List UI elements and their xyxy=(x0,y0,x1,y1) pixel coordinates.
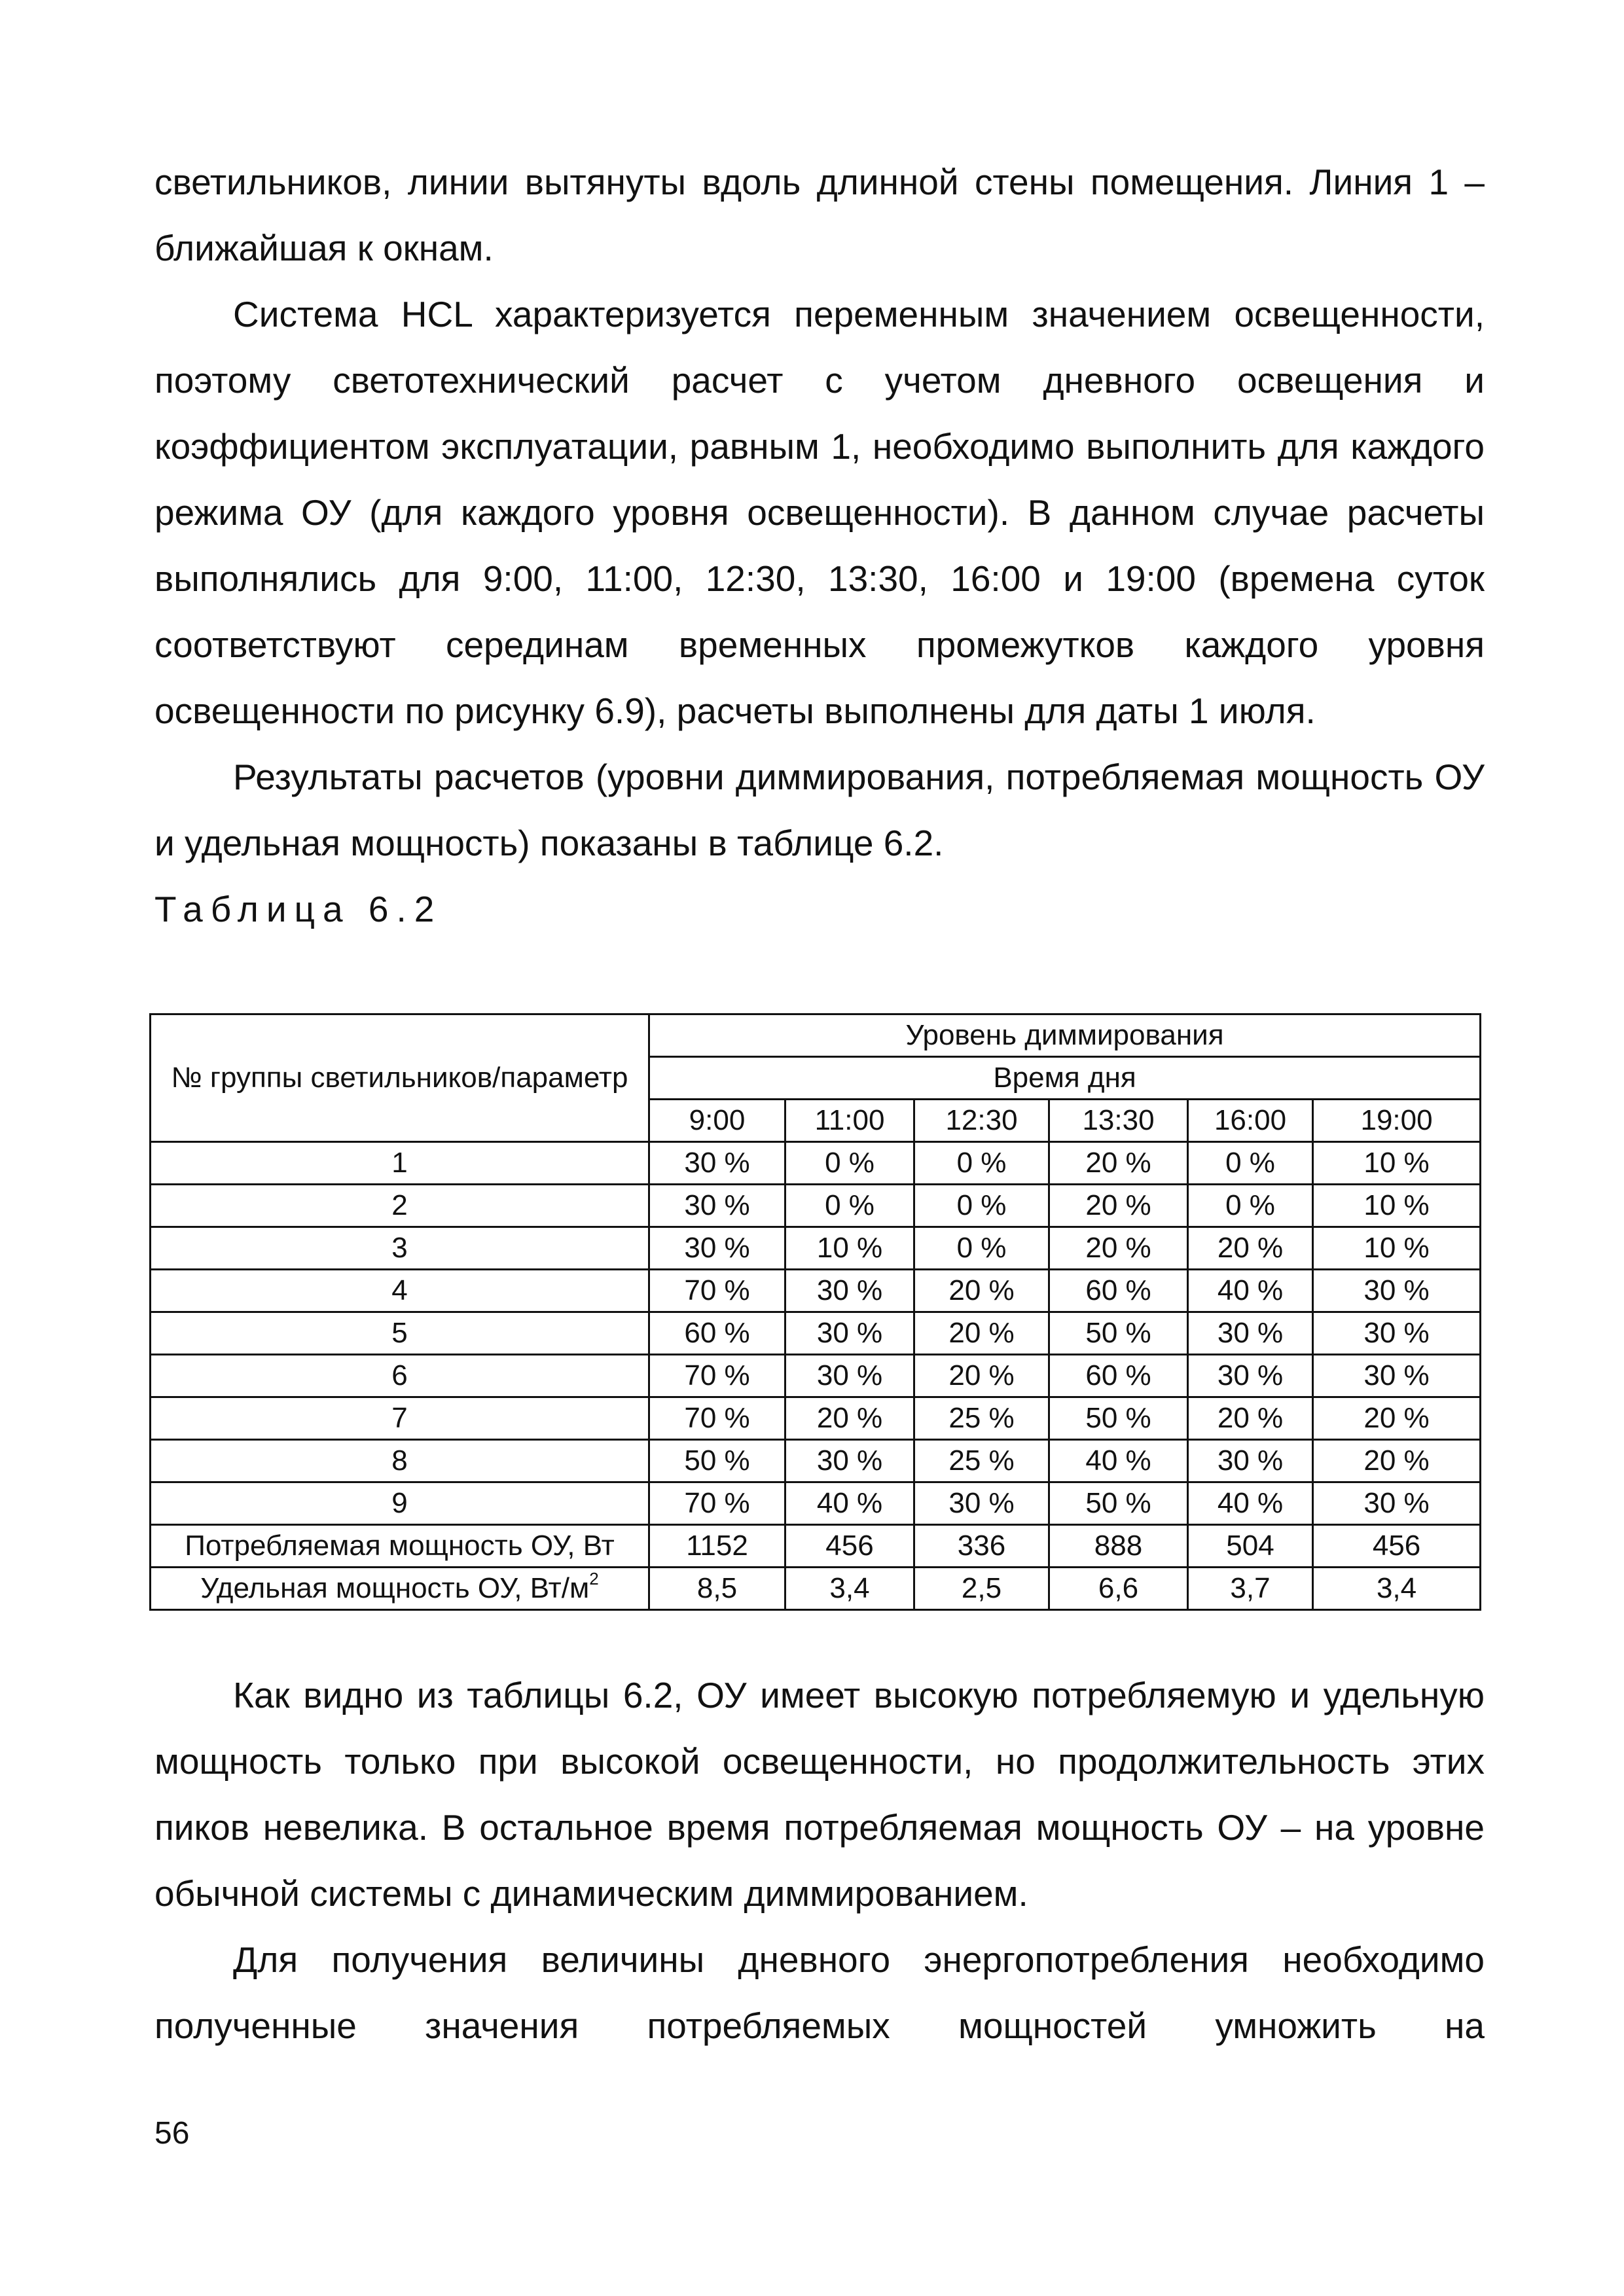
table-row xyxy=(151,1440,1481,1482)
value-cell: 30 % xyxy=(1313,1355,1481,1397)
dimming-header-cell: Уровень диммирования xyxy=(649,1014,1481,1057)
param-header-cell: № группы светильников/параметр xyxy=(151,1014,649,1142)
table-row-specific-power xyxy=(151,1568,1481,1610)
row-label-cell: 9 xyxy=(151,1482,649,1525)
row-label-cell: 5 xyxy=(151,1312,649,1355)
value-cell: 20 % xyxy=(1188,1227,1313,1270)
value-cell: 456 xyxy=(785,1525,914,1568)
value-cell: 10 % xyxy=(1313,1142,1481,1185)
value-cell: 40 % xyxy=(785,1482,914,1525)
value-cell: 60 % xyxy=(1049,1270,1188,1312)
time-cell: 12:30 xyxy=(914,1100,1049,1142)
value-cell: 0 % xyxy=(1188,1185,1313,1227)
value-cell: 20 % xyxy=(1049,1227,1188,1270)
value-cell: 30 % xyxy=(649,1142,785,1185)
paragraph-energy: Для получения величины дневного энергопотребления необходимо полученные значения потребляемых мощностей умножить на xyxy=(154,1939,1485,2046)
value-cell: 0 % xyxy=(914,1185,1049,1227)
value-cell: 50 % xyxy=(1049,1312,1188,1355)
value-cell: 30 % xyxy=(785,1312,914,1355)
value-cell: 10 % xyxy=(1313,1185,1481,1227)
value-cell: 40 % xyxy=(1188,1270,1313,1312)
row-label-cell: 8 xyxy=(151,1440,649,1482)
value-cell: 30 % xyxy=(1188,1355,1313,1397)
unit-exponent: 2 xyxy=(589,1569,599,1588)
time-header-cell: Время дня xyxy=(649,1057,1481,1100)
value-cell: 60 % xyxy=(649,1312,785,1355)
value-cell: 70 % xyxy=(649,1397,785,1440)
time-cell: 11:00 xyxy=(785,1100,914,1142)
value-cell: 30 % xyxy=(649,1185,785,1227)
value-cell: 3,4 xyxy=(1313,1568,1481,1610)
value-cell: 40 % xyxy=(1049,1440,1188,1482)
row-label-cell xyxy=(151,1568,649,1610)
value-cell: 20 % xyxy=(1049,1185,1188,1227)
time-cell: 16:00 xyxy=(1188,1100,1313,1142)
value-cell: 30 % xyxy=(785,1355,914,1397)
value-cell: 0 % xyxy=(785,1185,914,1227)
value-cell: 336 xyxy=(914,1525,1049,1568)
value-cell: 1152 xyxy=(649,1525,785,1568)
page-body-bottom xyxy=(154,1662,1485,2059)
row-label-cell: 2 xyxy=(151,1185,649,1227)
page-number: 56 xyxy=(154,2116,190,2151)
table-row xyxy=(151,1312,1481,1355)
value-cell: 20 % xyxy=(914,1270,1049,1312)
value-cell: 3,4 xyxy=(785,1568,914,1610)
time-cell: 13:30 xyxy=(1049,1100,1188,1142)
row-label-cell: 4 xyxy=(151,1270,649,1312)
value-cell: 10 % xyxy=(785,1227,914,1270)
table-row xyxy=(151,1482,1481,1525)
value-cell: 2,5 xyxy=(914,1568,1049,1610)
value-cell: 30 % xyxy=(1313,1312,1481,1355)
dimming-table xyxy=(149,1013,1481,1611)
value-cell: 20 % xyxy=(914,1312,1049,1355)
value-cell: 30 % xyxy=(785,1270,914,1312)
paragraph-intro: светильников, линии вытянуты вдоль длинной стены помещения. Линия 1 – ближайшая к окнам. xyxy=(154,162,1485,268)
value-cell: 30 % xyxy=(1188,1312,1313,1355)
paragraph-conclusion: Как видно из таблицы 6.2, ОУ имеет высокую потребляемую и удельную мощность только при высокой освещенности, но продолжительность этих пиков невелика. В остальное время потребляемая мощность ОУ – на уровне обычной системы с динамическим диммированием. xyxy=(154,1675,1485,1914)
value-cell: 30 % xyxy=(785,1440,914,1482)
value-cell: 30 % xyxy=(914,1482,1049,1525)
value-cell: 40 % xyxy=(1188,1482,1313,1525)
value-cell: 6,6 xyxy=(1049,1568,1188,1610)
value-cell: 0 % xyxy=(1188,1142,1313,1185)
value-cell: 20 % xyxy=(1049,1142,1188,1185)
value-cell: 25 % xyxy=(914,1440,1049,1482)
value-cell: 30 % xyxy=(1313,1482,1481,1525)
value-cell: 20 % xyxy=(1188,1397,1313,1440)
row-label-cell: 1 xyxy=(151,1142,649,1185)
paragraph-hcl-system: Система HCL характеризуется переменным значением освещенности, поэтому светотехнический расчет с учетом дневного освещения и коэффициентом эксплуатации, равным 1, необходимо выполнить для каждого режима ОУ (для каждого уровня освещенности). В данном случае расчеты выполнялись для 9:00, 11:00, 12:30, 13:30, 16:00 и 19:00 (времена суток соответствуют серединам временных промежутков каждого уровня освещенности по рисунку 6.9), расчеты выполнены для даты 1 июля. xyxy=(154,294,1485,731)
table-row xyxy=(151,1355,1481,1397)
value-cell: 50 % xyxy=(1049,1397,1188,1440)
table-row xyxy=(151,1185,1481,1227)
value-cell: 20 % xyxy=(914,1355,1049,1397)
table-caption: Таблица 6.2 xyxy=(154,889,442,929)
value-cell: 30 % xyxy=(649,1227,785,1270)
row-label-cell: Потребляемая мощность ОУ, Вт xyxy=(151,1525,649,1568)
value-cell: 50 % xyxy=(649,1440,785,1482)
value-cell: 8,5 xyxy=(649,1568,785,1610)
value-cell: 456 xyxy=(1313,1525,1481,1568)
value-cell: 70 % xyxy=(649,1270,785,1312)
table-row xyxy=(151,1142,1481,1185)
value-cell: 20 % xyxy=(785,1397,914,1440)
value-cell: 10 % xyxy=(1313,1227,1481,1270)
value-cell: 25 % xyxy=(914,1397,1049,1440)
value-cell: 504 xyxy=(1188,1525,1313,1568)
value-cell: 70 % xyxy=(649,1482,785,1525)
row-label-cell: 6 xyxy=(151,1355,649,1397)
value-cell: 30 % xyxy=(1188,1440,1313,1482)
value-cell: 30 % xyxy=(1313,1270,1481,1312)
value-cell: 3,7 xyxy=(1188,1568,1313,1610)
value-cell: 50 % xyxy=(1049,1482,1188,1525)
value-cell: 0 % xyxy=(914,1227,1049,1270)
value-cell: 0 % xyxy=(914,1142,1049,1185)
time-cell: 19:00 xyxy=(1313,1100,1481,1142)
table-row xyxy=(151,1227,1481,1270)
table-row xyxy=(151,1525,1481,1568)
page-body xyxy=(154,149,1485,942)
value-cell: 0 % xyxy=(785,1142,914,1185)
value-cell: 20 % xyxy=(1313,1440,1481,1482)
row-label-cell: 3 xyxy=(151,1227,649,1270)
value-cell: 20 % xyxy=(1313,1397,1481,1440)
time-cell: 9:00 xyxy=(649,1100,785,1142)
row-label-cell: 7 xyxy=(151,1397,649,1440)
value-cell: 60 % xyxy=(1049,1355,1188,1397)
paragraph-results: Результаты расчетов (уровни диммирования, потребляемая мощность ОУ и удельная мощность) показаны в таблице 6.2. xyxy=(154,757,1485,863)
value-cell: 888 xyxy=(1049,1525,1188,1568)
specific-power-label: Удельная мощность ОУ, Вт/м xyxy=(200,1572,590,1604)
table-row xyxy=(151,1270,1481,1312)
table-row xyxy=(151,1397,1481,1440)
value-cell: 70 % xyxy=(649,1355,785,1397)
